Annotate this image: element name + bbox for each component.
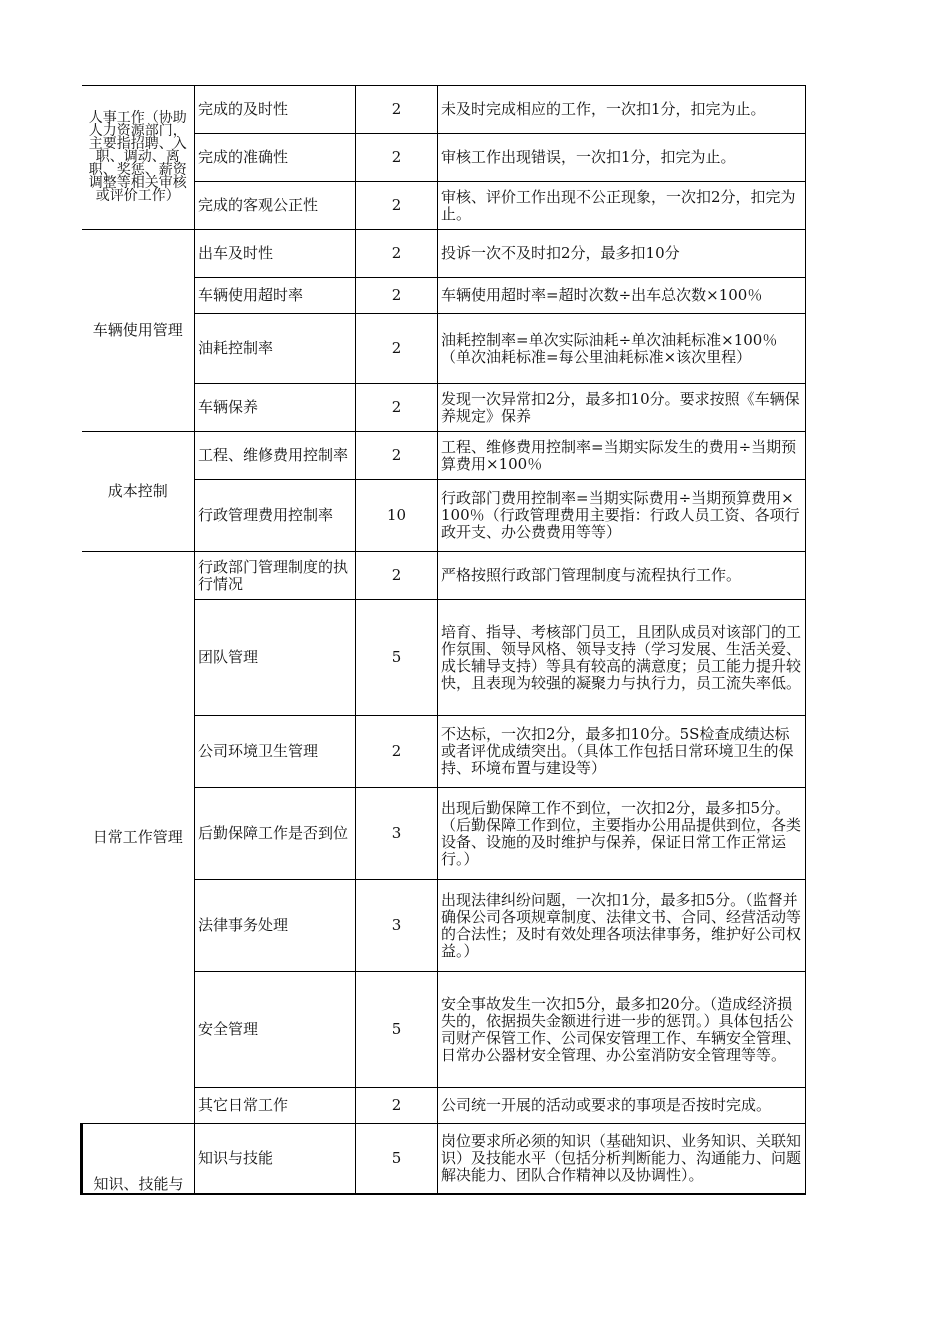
item-cell: 其它日常工作 <box>195 1088 356 1124</box>
score-cell: 2 <box>356 384 438 432</box>
score-cell: 2 <box>356 716 438 788</box>
item-cell: 车辆使用超时率 <box>195 278 356 314</box>
score-cell: 5 <box>356 600 438 716</box>
item-cell: 行政管理费用控制率 <box>195 480 356 552</box>
category-cell: 成本控制 <box>82 432 195 552</box>
table-row <box>82 432 806 480</box>
rule-cell: 严格按照行政部门管理制度与流程执行工作。 <box>438 552 806 600</box>
table-row <box>82 1124 806 1194</box>
kpi-table <box>80 85 806 1195</box>
item-cell: 知识与技能 <box>195 1124 356 1194</box>
item-cell: 团队管理 <box>195 600 356 716</box>
rule-cell: 发现一次异常扣2分，最多扣10分。要求按照《车辆保养规定》保养 <box>438 384 806 432</box>
score-cell: 3 <box>356 788 438 880</box>
score-cell: 5 <box>356 1124 438 1194</box>
rule-cell: 安全事故发生一次扣5分，最多扣20分。（造成经济损失的，依据损失金额进行进一步的惩罚。）具体包括公司财产保管工作、公司保安管理工作、车辆安全管理、日常办公器材安全管理、办公室消防安全管理等等。 <box>438 972 806 1088</box>
rule-cell: 油耗控制率=单次实际油耗÷单次油耗标准×100％（单次油耗标准=每公里油耗标准×该次里程） <box>438 314 806 384</box>
rule-cell: 不达标，一次扣2分，最多扣10分。5S检查成绩达标或者评优成绩突出。（具体工作包括日常环境卫生的保持、环境布置与建设等） <box>438 716 806 788</box>
category-cell: 知识、技能与 <box>82 1124 195 1194</box>
evaluation-sheet <box>80 85 804 1195</box>
table-row <box>82 86 806 134</box>
item-cell: 行政部门管理制度的执行情况 <box>195 552 356 600</box>
category-cell: 车辆使用管理 <box>82 230 195 432</box>
score-cell: 2 <box>356 182 438 230</box>
score-cell: 5 <box>356 972 438 1088</box>
score-cell: 2 <box>356 314 438 384</box>
item-cell: 后勤保障工作是否到位 <box>195 788 356 880</box>
score-cell: 3 <box>356 880 438 972</box>
rule-cell: 岗位要求所必须的知识（基础知识、业务知识、关联知识）及技能水平（包括分析判断能力、沟通能力、问题解决能力、团队合作精神以及协调性）。 <box>438 1124 806 1194</box>
item-cell: 公司环境卫生管理 <box>195 716 356 788</box>
rule-cell: 公司统一开展的活动或要求的事项是否按时完成。 <box>438 1088 806 1124</box>
rule-cell: 车辆使用超时率=超时次数÷出车总次数×100％ <box>438 278 806 314</box>
score-cell: 2 <box>356 134 438 182</box>
rule-cell: 审核、评价工作出现不公正现象，一次扣2分，扣完为止。 <box>438 182 806 230</box>
rule-cell: 投诉一次不及时扣2分，最多扣10分 <box>438 230 806 278</box>
rule-cell: 审核工作出现错误，一次扣1分，扣完为止。 <box>438 134 806 182</box>
item-cell: 完成的及时性 <box>195 86 356 134</box>
score-cell: 2 <box>356 278 438 314</box>
category-cell: 人事工作（协助人力资源部门，主要指招聘、入职、调动、离职、奖惩、薪资调整等相关审核或评价工作） <box>82 86 195 230</box>
table-row <box>82 230 806 278</box>
score-cell: 2 <box>356 86 438 134</box>
item-cell: 安全管理 <box>195 972 356 1088</box>
score-cell: 10 <box>356 480 438 552</box>
item-cell: 法律事务处理 <box>195 880 356 972</box>
item-cell: 油耗控制率 <box>195 314 356 384</box>
rule-cell: 行政部门费用控制率=当期实际费用÷当期预算费用×100％（行政管理费用主要指：行政人员工资、各项行政开支、办公费费用等等） <box>438 480 806 552</box>
rule-cell: 出现法律纠纷问题，一次扣1分，最多扣5分。（监督并确保公司各项规章制度、法律文书、合同、经营活动等的合法性；及时有效处理各项法律事务，维护好公司权益。） <box>438 880 806 972</box>
item-cell: 完成的客观公正性 <box>195 182 356 230</box>
rule-cell: 出现后勤保障工作不到位，一次扣2分，最多扣5分。（后勤保障工作到位，主要指办公用品提供到位，各类设备、设施的及时维护与保养，保证日常工作正常运行。） <box>438 788 806 880</box>
score-cell: 2 <box>356 1088 438 1124</box>
rule-cell: 工程、维修费用控制率=当期实际发生的费用÷当期预算费用×100％ <box>438 432 806 480</box>
rule-cell: 未及时完成相应的工作，一次扣1分，扣完为止。 <box>438 86 806 134</box>
item-cell: 车辆保养 <box>195 384 356 432</box>
score-cell: 2 <box>356 432 438 480</box>
category-cell: 日常工作管理 <box>82 552 195 1124</box>
score-cell: 2 <box>356 230 438 278</box>
item-cell: 工程、维修费用控制率 <box>195 432 356 480</box>
score-cell: 2 <box>356 552 438 600</box>
item-cell: 完成的准确性 <box>195 134 356 182</box>
item-cell: 出车及时性 <box>195 230 356 278</box>
rule-cell: 培育、指导、考核部门员工，且团队成员对该部门的工作氛围、领导风格、领导支持（学习发展、生活关爱、成长辅导支持）等具有较高的满意度；员工能力提升较快，且表现为较强的凝聚力与执行力，员工流失率低。 <box>438 600 806 716</box>
table-row <box>82 552 806 600</box>
